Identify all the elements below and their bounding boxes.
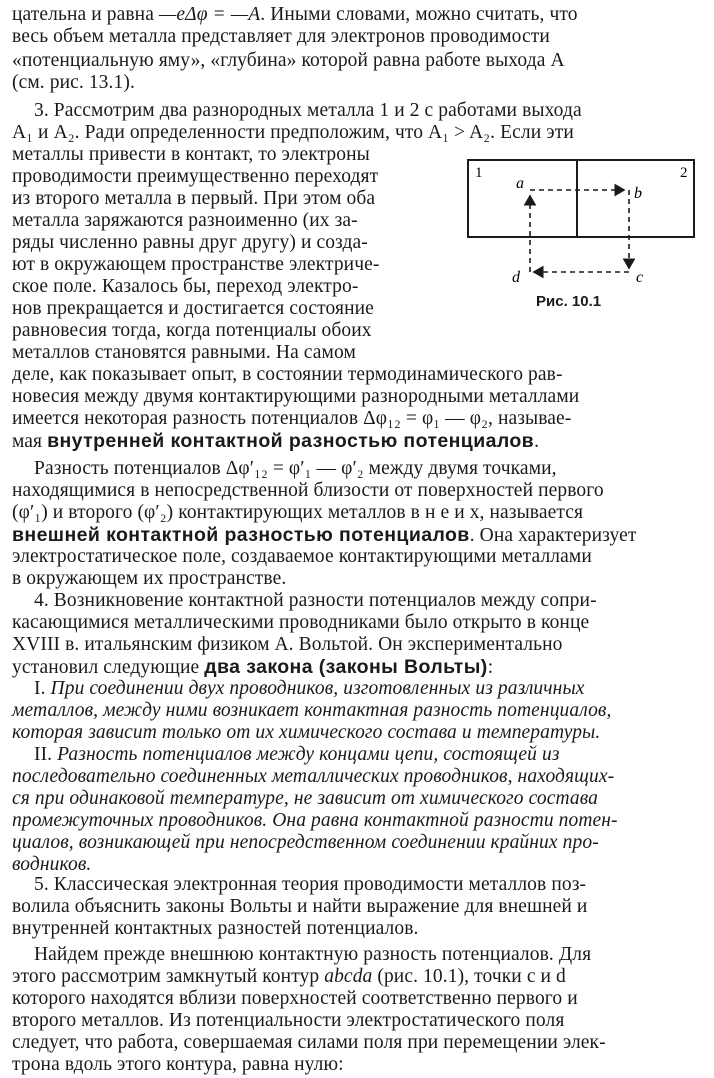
text-line: равновесия тогда, когда потенциалы обоих xyxy=(12,320,372,341)
label-c: c xyxy=(636,269,644,286)
text-line: весь объем металла представляет для электронов проводимости xyxy=(12,26,550,47)
text-line: металлов становятся равными. На самом xyxy=(12,342,356,363)
text-line: ское поле. Казалось бы, переход электро- xyxy=(12,276,359,297)
text-line: XVIII в. итальянским физиком А. Вольтой. Он экспериментально xyxy=(12,634,563,655)
text-line: этого рассмотрим замкнутый контур abcda (рис. 10.1), точки c и d xyxy=(12,966,566,987)
text-line: последовательно соединенных металлических проводников, находящих- xyxy=(12,766,615,787)
text-line: второго металлов. Из потенциальности электростатического поля xyxy=(12,1010,565,1031)
text-line: находящимися в непосредственной близости от поверхностей первого xyxy=(12,480,604,501)
figure-caption: Рис. 10.1 xyxy=(536,293,602,310)
text-line: внешней контактной разностью потенциалов. Она характеризует xyxy=(12,524,637,546)
text-line: которая зависит только от их химического состава и температуры. xyxy=(12,722,601,743)
text-line: водников. xyxy=(12,854,92,875)
text-line: из второго металла в первый. При этом оба xyxy=(12,188,376,209)
text-line: внутренней контактных разностей потенциалов. xyxy=(12,918,419,939)
text-line: новесия между двумя контактирующими разнородными металлами xyxy=(12,386,580,407)
text-line: (см. рис. 13.1). xyxy=(12,72,135,93)
text-line: циалов, возникающей при непосредственном соединении крайних про- xyxy=(12,832,599,853)
text-line: 3. Рассмотрим два разнородных металла 1 и 2 с работами выхода xyxy=(34,100,582,121)
text-line: имеется некоторая разность потенциалов Δφ₁₂ = φ₁ — φ₂, называе- xyxy=(12,408,572,429)
label-metal-1: 1 xyxy=(475,165,483,181)
text-line: касающимися металлическими проводниками было открыто в конце xyxy=(12,612,590,633)
label-a: a xyxy=(516,175,524,192)
text-line: деле, как показывает опыт, в состоянии термодинамического рав- xyxy=(12,364,563,385)
text-line: трона вдоль этого контура, равна нулю: xyxy=(12,1054,344,1075)
text-line: «потенциальную яму», «глубина» которой равна работе выхода A xyxy=(12,50,565,71)
text-line: металлов, между ними возникает контактная разность потенциалов, xyxy=(12,700,612,721)
text-line: 4. Возникновение контактной разности потенциалов между сопри- xyxy=(34,590,597,611)
text-line: (φ′₁) и второго (φ′₂) контактирующих металлов в н е и х, называется xyxy=(12,502,584,523)
text-line: в окружающем их пространстве. xyxy=(12,568,287,589)
text-line: II. Разность потенциалов между концами цепи, состоящей из xyxy=(34,744,560,765)
text-line: ся при одинаковой температуре, не зависит от химического состава xyxy=(12,788,599,809)
text-line: электростатическое поле, создаваемое контактирующими металлами xyxy=(12,546,592,567)
text-line: нов прекращается и достигается состояние xyxy=(12,298,374,319)
text-line: которого находятся вблизи поверхностей соответственно первого и xyxy=(12,988,578,1009)
text-line: A₁ и A₂. Ради определенности предположим, что A₁ > A₂. Если эти xyxy=(12,122,574,143)
bold-term: внутренней контактной разностью потенциалов xyxy=(47,430,535,452)
text-line: металла заряжаются разноименно (их за- xyxy=(12,210,358,231)
text-line: промежуточных проводников. Она равна контактной разности потен- xyxy=(12,810,618,831)
label-d: d xyxy=(512,269,520,286)
text-line: следует, что работа, совершаемая силами поля при перемещении элек- xyxy=(12,1032,606,1053)
text-line: цательна и равна —eΔφ = —A. Иными словами, можно считать, что xyxy=(12,4,578,25)
text-line: мая внутренней контактной разностью потенциалов. xyxy=(12,430,540,452)
contact-circuit-diagram xyxy=(466,150,698,300)
text-line: установил следующие два закона (законы Вольты): xyxy=(12,656,494,678)
text-line: ют в окружающем пространстве электриче- xyxy=(12,254,380,275)
text-line: 5. Классическая электронная теория проводимости металлов поз- xyxy=(34,874,587,895)
label-b: b xyxy=(634,185,642,202)
text-line: волила объяснить законы Вольты и найти выражение для внешней и xyxy=(12,896,588,917)
text-line: I. При соединении двух проводников, изготовленных из различных xyxy=(34,678,585,699)
text-line: Разность потенциалов Δφ′₁₂ = φ′₁ — φ′₂ между двумя точками, xyxy=(34,458,557,479)
text-line: Найдем прежде внешнюю контактную разность потенциалов. Для xyxy=(34,944,592,965)
bold-term: внешней контактной разностью потенциалов xyxy=(12,524,470,546)
text-line: проводимости преимущественно переходят xyxy=(12,166,379,187)
bold-term: два закона (законы Вольты) xyxy=(204,656,488,678)
text-line: металлы привести в контакт, то электроны xyxy=(12,144,370,165)
text-line: ряды численно равны друг другу) и созда- xyxy=(12,232,368,253)
metals-outline xyxy=(468,160,694,237)
label-metal-2: 2 xyxy=(680,165,688,181)
